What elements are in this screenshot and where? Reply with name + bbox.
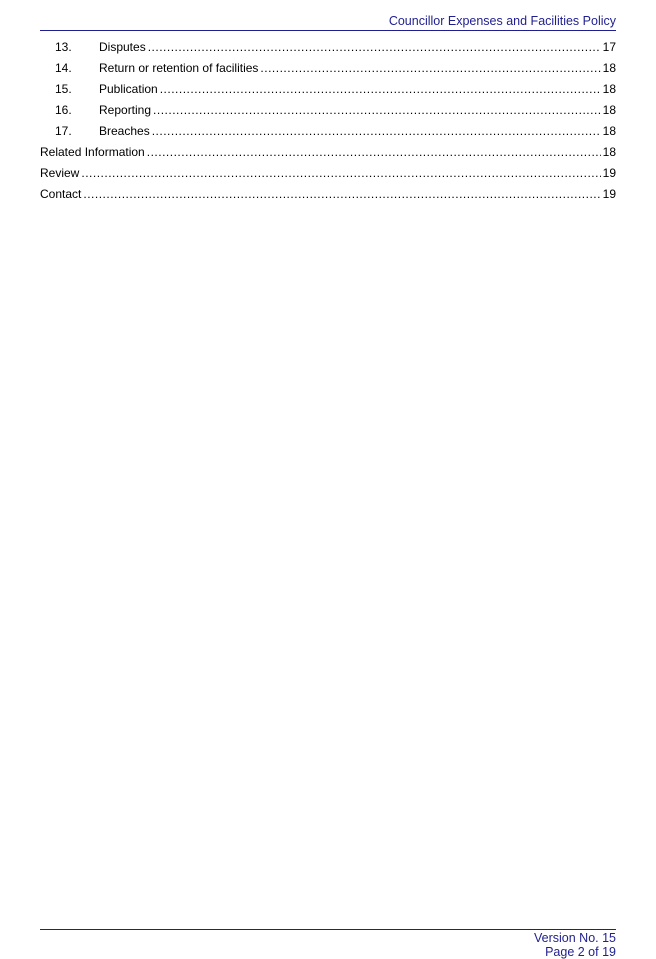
toc-entry-page: 18 bbox=[602, 103, 616, 117]
toc-dot-leader bbox=[152, 121, 601, 142]
toc-dot-leader bbox=[81, 163, 600, 184]
toc-entry-review[interactable] bbox=[40, 163, 616, 184]
toc-entry-label: Disputes bbox=[99, 40, 146, 54]
toc-entry-disputes[interactable] bbox=[40, 37, 616, 58]
toc-entry-label: Related Information bbox=[40, 145, 145, 159]
document-header-title: Councillor Expenses and Facilities Policy bbox=[388, 14, 616, 28]
toc-entry-publication[interactable] bbox=[40, 79, 616, 100]
toc-entry-number: 13. bbox=[55, 40, 72, 54]
toc-dot-leader bbox=[83, 184, 600, 205]
toc-entry-label: Breaches bbox=[99, 124, 150, 138]
toc-entry-breaches[interactable] bbox=[40, 121, 616, 142]
footer-divider bbox=[40, 929, 616, 930]
toc-entry-page: 18 bbox=[602, 82, 616, 96]
footer-version-number: Version No. 15 bbox=[534, 931, 616, 945]
toc-dot-leader bbox=[153, 100, 601, 121]
toc-entry-number: 16. bbox=[55, 103, 72, 117]
toc-entry-label: Publication bbox=[99, 82, 158, 96]
toc-entry-page: 19 bbox=[602, 166, 616, 180]
toc-entry-label: Return or retention of facilities bbox=[99, 61, 259, 75]
toc-entry-page: 19 bbox=[602, 187, 616, 201]
toc-dot-leader bbox=[147, 142, 601, 163]
toc-entry-number: 14. bbox=[55, 61, 72, 75]
toc-dot-leader bbox=[260, 58, 600, 79]
toc-entry-return-or-retention[interactable] bbox=[40, 58, 616, 79]
table-of-contents bbox=[40, 37, 616, 205]
toc-entry-page: 18 bbox=[602, 61, 616, 75]
toc-dot-leader bbox=[160, 79, 601, 100]
toc-entry-page: 18 bbox=[602, 145, 616, 159]
footer-page-number: Page 2 of 19 bbox=[545, 945, 616, 959]
toc-entry-related-information[interactable] bbox=[40, 142, 616, 163]
toc-entry-label: Contact bbox=[40, 187, 82, 201]
toc-dot-leader bbox=[148, 37, 601, 58]
toc-entry-number: 17. bbox=[55, 124, 72, 138]
toc-entry-page: 17 bbox=[602, 40, 616, 54]
toc-entry-label: Reporting bbox=[99, 103, 152, 117]
toc-entry-label: Review bbox=[40, 166, 80, 180]
header-divider bbox=[40, 30, 616, 31]
toc-entry-reporting[interactable] bbox=[40, 100, 616, 121]
toc-entry-contact[interactable] bbox=[40, 184, 616, 205]
toc-entry-page: 18 bbox=[602, 124, 616, 138]
toc-entry-number: 15. bbox=[55, 82, 72, 96]
